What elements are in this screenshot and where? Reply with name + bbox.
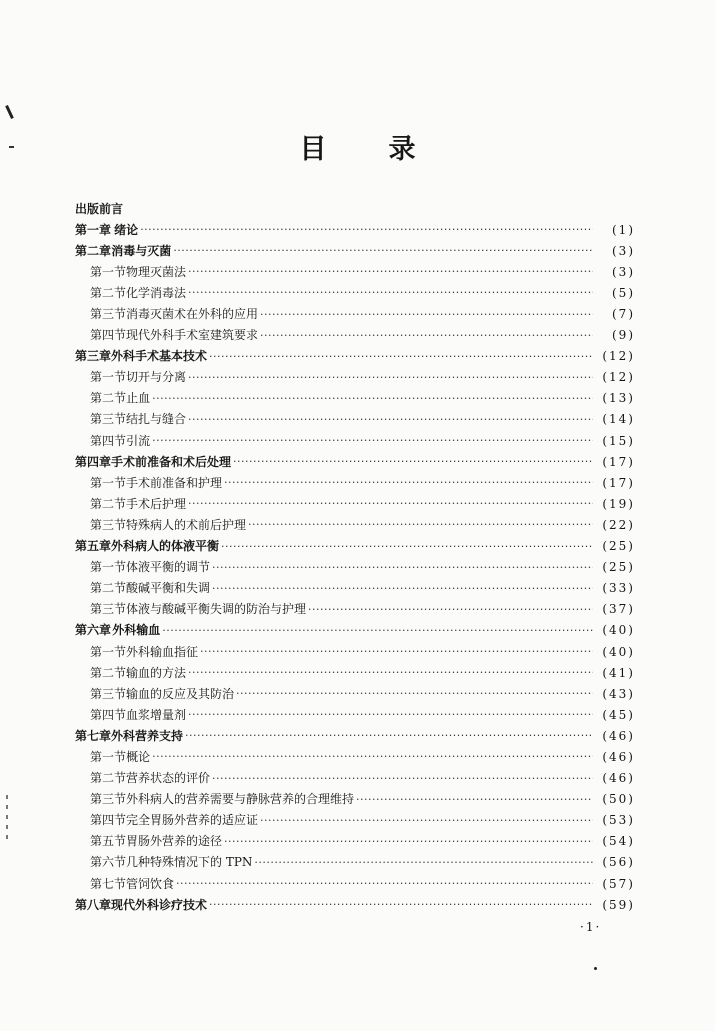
dot-leader — [221, 541, 593, 552]
toc-entry-page: (41) — [602, 665, 635, 680]
toc-section-entry[interactable] — [75, 409, 635, 430]
dot-leader — [209, 351, 593, 362]
toc-entry-page: (5) — [612, 285, 635, 300]
toc-chapter-entry[interactable] — [75, 451, 635, 472]
dot-leader — [254, 857, 593, 868]
toc-section-entry[interactable] — [75, 388, 635, 409]
toc-entry-title: 体液与酸碱平衡失调的防治与护理 — [126, 602, 307, 617]
toc-entry-title: 管饲饮食 — [126, 876, 175, 891]
toc-chapter-entry[interactable] — [75, 346, 635, 367]
toc-entry-number: 第四节 — [90, 433, 127, 448]
toc-section-entry[interactable] — [75, 578, 635, 599]
toc-section-entry[interactable] — [75, 514, 635, 535]
toc-entry-page: (3) — [612, 243, 635, 258]
toc-entry-title: 切开与分离 — [126, 370, 187, 385]
toc-entry-page: (25) — [602, 539, 635, 554]
toc-section-entry[interactable] — [75, 831, 635, 852]
dot-leader — [188, 667, 593, 678]
toc-entry-page: (19) — [602, 496, 635, 511]
dot-leader — [152, 751, 593, 762]
toc-entry-title: 现代外科手术室建筑要求 — [126, 328, 259, 343]
toc-entry-number: 第四节 — [90, 707, 127, 722]
toc-entry-title: 几种特殊情况下的 TPN — [126, 855, 253, 870]
toc-entry-title: 血浆增量剂 — [126, 707, 187, 722]
dot-leader — [236, 688, 593, 699]
toc-entry-number: 第一节 — [90, 370, 127, 385]
toc-entry-page: (54) — [602, 834, 635, 849]
toc-entry-page: (46) — [602, 749, 635, 764]
toc-entry-page: (43) — [602, 686, 635, 701]
toc-entry-page: (17) — [602, 454, 635, 469]
toc-entry-title: 消毒灭菌术在外科的应用 — [126, 307, 259, 322]
toc-section-entry[interactable] — [75, 683, 635, 704]
toc-section-entry[interactable] — [75, 746, 635, 767]
dot-leader — [308, 604, 593, 615]
toc-entry-title: 营养状态的评价 — [126, 771, 211, 786]
toc-chapter-entry[interactable] — [75, 536, 635, 557]
toc-entry-number: 第二节 — [90, 665, 127, 680]
toc-section-entry[interactable] — [75, 325, 635, 346]
toc-preface-label: 出版前言 — [75, 201, 124, 216]
dot-leader — [224, 477, 593, 488]
toc-entry-page: (12) — [602, 349, 635, 364]
binding-margin — [3, 795, 11, 915]
toc-entry-title: 特殊病人的术前后护理 — [126, 517, 247, 532]
toc-entry-number: 第七节 — [90, 876, 127, 891]
toc-entry-page: (40) — [602, 623, 635, 638]
dot-leader — [188, 287, 593, 298]
toc-entry-title: 绪论 — [114, 222, 139, 237]
toc-entry-page: (40) — [602, 644, 635, 659]
toc-entry-number: 第二节 — [90, 496, 127, 511]
toc-entry-number: 第三节 — [90, 307, 127, 322]
toc-section-entry[interactable] — [75, 261, 635, 282]
toc-section-entry[interactable] — [75, 704, 635, 725]
toc-entry-title: 胃肠外营养的途径 — [126, 834, 223, 849]
toc-entry-number: 第一节 — [90, 264, 127, 279]
toc-entry-page: (3) — [612, 264, 635, 279]
toc-entry-title: 手术后护理 — [126, 496, 187, 511]
toc-entry-title: 完全胃肠外营养的适应证 — [126, 813, 259, 828]
toc-entry-title: 外科病人的营养需要与静脉营养的合理维持 — [126, 792, 355, 807]
toc-section-entry[interactable] — [75, 303, 635, 324]
toc-entry-page: (45) — [602, 707, 635, 722]
page-title — [0, 127, 715, 166]
title-char: 录 — [388, 134, 416, 165]
toc-section-entry[interactable] — [75, 768, 635, 789]
dot-leader — [233, 456, 593, 467]
scan-mark — [5, 105, 14, 119]
title-char: 目 — [299, 134, 327, 165]
toc-entry-title: 酸碱平衡和失调 — [126, 581, 211, 596]
toc-entry-title: 外科手术基本技术 — [111, 349, 208, 364]
dot-leader — [188, 266, 593, 277]
toc-entry-title: 输血的反应及其防治 — [126, 686, 235, 701]
table-of-contents — [75, 198, 635, 915]
dot-leader — [212, 562, 593, 573]
toc-entry-number: 第三节 — [90, 602, 127, 617]
dot-leader — [260, 330, 593, 341]
toc-preface[interactable] — [75, 198, 635, 219]
dot-leader — [212, 583, 593, 594]
toc-entry-title: 外科病人的体液平衡 — [111, 539, 220, 554]
toc-entry-title: 手术前准备和术后处理 — [111, 454, 232, 469]
dot-leader — [224, 836, 593, 847]
toc-entry-number: 第二章 — [75, 243, 112, 258]
toc-entry-page: (25) — [602, 560, 635, 575]
toc-entry-number: 第一节 — [90, 475, 127, 490]
dot-leader — [248, 519, 593, 530]
toc-entry-page: (22) — [602, 517, 635, 532]
dot-leader — [188, 498, 593, 509]
dot-leader — [176, 878, 593, 889]
toc-entry-number: 第六节 — [90, 855, 127, 870]
toc-section-entry[interactable] — [75, 641, 635, 662]
toc-entry-number: 第三章 — [75, 349, 112, 364]
toc-section-entry[interactable] — [75, 789, 635, 810]
toc-section-entry[interactable] — [75, 557, 635, 578]
toc-entry-number: 第三节 — [90, 517, 127, 532]
toc-entry-page: (53) — [602, 813, 635, 828]
dot-leader — [260, 309, 593, 320]
page-number: ·1· — [580, 920, 602, 934]
toc-entry-number: 第四章 — [75, 454, 112, 469]
dot-leader — [260, 815, 593, 826]
toc-chapter-entry[interactable] — [75, 894, 635, 915]
toc-entry-page: (33) — [602, 581, 635, 596]
toc-entry-number: 第二节 — [90, 285, 127, 300]
toc-entry-title: 消毒与灭菌 — [111, 243, 172, 258]
dot-leader — [140, 224, 593, 235]
toc-entry-number: 第一节 — [90, 560, 127, 575]
toc-entry-number: 第三节 — [90, 412, 127, 427]
dot-leader — [185, 730, 593, 741]
toc-entry-page: (56) — [602, 855, 635, 870]
toc-section-entry[interactable] — [75, 472, 635, 493]
toc-entry-number: 第四节 — [90, 813, 127, 828]
toc-entry-number: 第五节 — [90, 834, 127, 849]
toc-section-entry[interactable] — [75, 852, 635, 873]
toc-entry-page: (15) — [602, 433, 635, 448]
dot-leader — [152, 393, 593, 404]
toc-entry-number: 第六章 — [75, 623, 112, 638]
dot-leader — [356, 794, 593, 805]
toc-entry-page: (46) — [602, 728, 635, 743]
toc-entry-page: (57) — [602, 876, 635, 891]
toc-entry-title: 引流 — [126, 433, 151, 448]
dot-leader — [188, 709, 593, 720]
toc-entry-number: 第二节 — [90, 581, 127, 596]
toc-entry-title: 概论 — [126, 749, 151, 764]
toc-entry-title: 化学消毒法 — [126, 285, 187, 300]
toc-entry-page: (17) — [602, 475, 635, 490]
toc-entry-title: 输血的方法 — [126, 665, 187, 680]
toc-entry-number: 第四节 — [90, 328, 127, 343]
toc-chapter-entry[interactable] — [75, 725, 635, 746]
toc-entry-page: (1) — [612, 222, 635, 237]
toc-section-entry[interactable] — [75, 367, 635, 388]
dot-leader — [162, 625, 593, 636]
toc-entry-title: 手术前准备和护理 — [126, 475, 223, 490]
toc-entry-page: (7) — [612, 307, 635, 322]
toc-entry-page: (37) — [602, 602, 635, 617]
toc-chapter-entry[interactable] — [75, 240, 635, 261]
toc-chapter-entry[interactable] — [75, 620, 635, 641]
toc-section-entry[interactable] — [75, 430, 635, 451]
toc-entry-title: 外科输血 — [112, 623, 161, 638]
toc-entry-page: (59) — [602, 897, 635, 912]
toc-entry-number: 第三节 — [90, 686, 127, 701]
toc-entry-title: 物理灭菌法 — [126, 264, 187, 279]
toc-entry-number: 第五章 — [75, 539, 112, 554]
toc-entry-number: 第七章 — [75, 728, 112, 743]
toc-entry-page: (46) — [602, 771, 635, 786]
toc-section-entry[interactable] — [75, 662, 635, 683]
toc-entry-page: (13) — [602, 391, 635, 406]
toc-entry-title: 体液平衡的调节 — [126, 560, 211, 575]
toc-entry-number: 第三节 — [90, 792, 127, 807]
toc-entry-title: 结扎与缝合 — [126, 412, 187, 427]
dot-leader — [188, 372, 593, 383]
toc-entry-title: 现代外科诊疗技术 — [111, 897, 208, 912]
toc-entry-number: 第二节 — [90, 391, 127, 406]
toc-entry-number: 第二节 — [90, 771, 127, 786]
scan-mark — [594, 967, 597, 970]
toc-entry-page: (12) — [602, 370, 635, 385]
toc-entry-title: 外科营养支持 — [111, 728, 184, 743]
toc-entry-page: (14) — [602, 412, 635, 427]
toc-entry-number: 第一节 — [90, 749, 127, 764]
toc-entry-page: (50) — [602, 792, 635, 807]
dot-leader — [209, 899, 593, 910]
dot-leader — [188, 414, 593, 425]
toc-section-entry[interactable] — [75, 873, 635, 894]
toc-section-entry[interactable] — [75, 599, 635, 620]
toc-entry-number: 第一章 — [75, 222, 112, 237]
dot-leader — [212, 773, 593, 784]
dot-leader — [173, 245, 593, 256]
toc-entry-number: 第一节 — [90, 644, 127, 659]
toc-section-entry[interactable] — [75, 810, 635, 831]
toc-section-entry[interactable] — [75, 493, 635, 514]
toc-entry-title: 外科输血指征 — [126, 644, 199, 659]
dot-leader — [200, 646, 593, 657]
dot-leader — [152, 435, 593, 446]
toc-entry-title: 止血 — [126, 391, 151, 406]
toc-chapter-entry[interactable] — [75, 219, 635, 240]
toc-entry-number: 第八章 — [75, 897, 112, 912]
toc-section-entry[interactable] — [75, 282, 635, 303]
toc-entry-page: (9) — [612, 328, 635, 343]
